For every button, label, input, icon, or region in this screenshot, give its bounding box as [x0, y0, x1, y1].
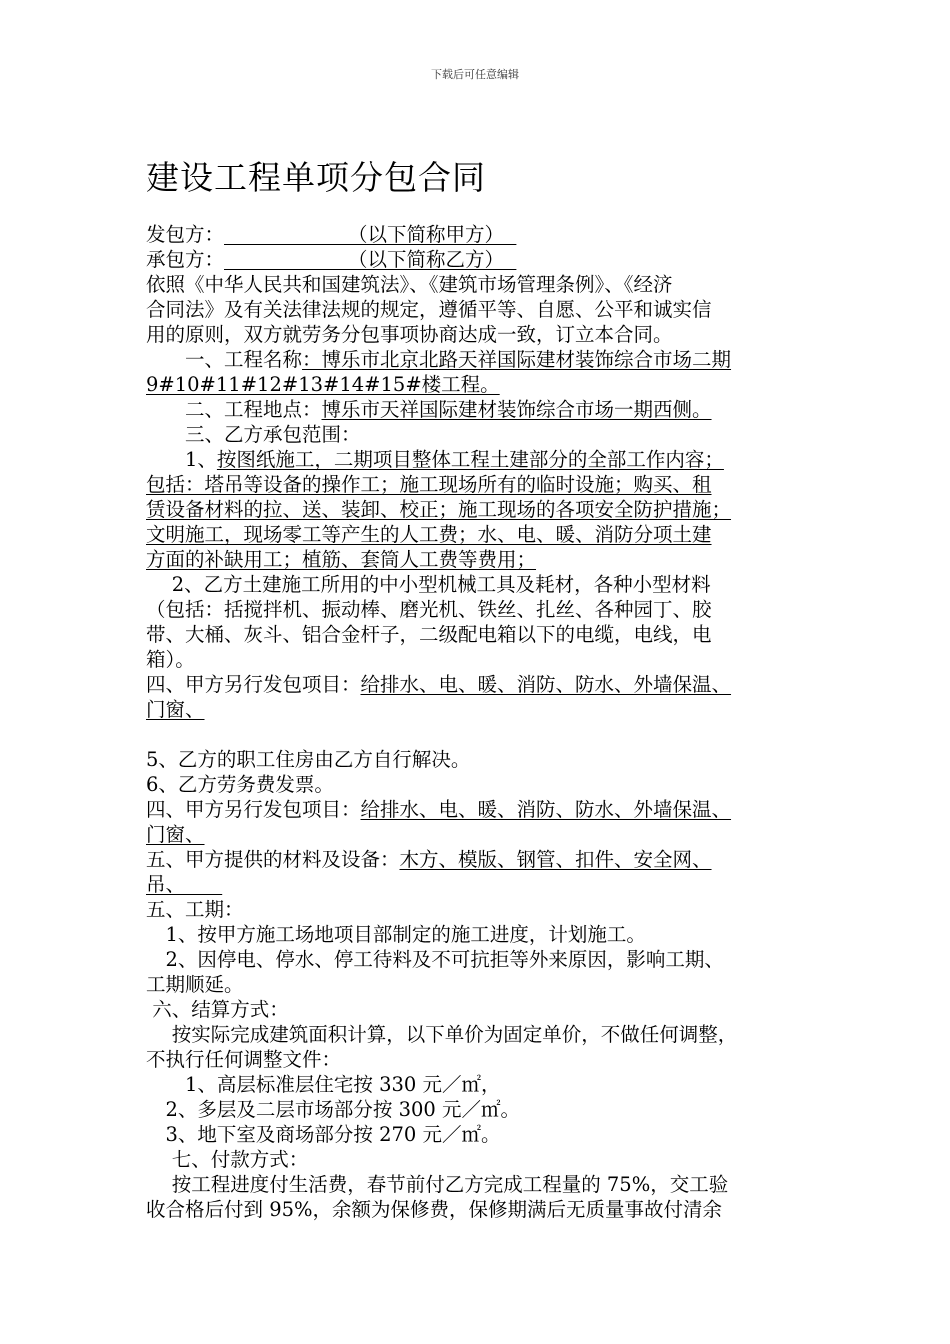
schedule-item-1: 1、按甲方施工场地项目部制定的施工进度，计划施工。: [146, 923, 646, 946]
materials-line-2: [146, 872, 836, 897]
party-a-blank: （以下简称甲方）: [224, 223, 517, 246]
payment-heading: 七、付款方式：: [146, 1148, 309, 1171]
party-b-label: 承包方：: [146, 248, 225, 271]
schedule-heading: 五、工期：: [146, 898, 244, 921]
separate-contract-line-2: [146, 822, 836, 847]
project-location-line: [146, 397, 836, 422]
schedule-item-2-line: 工期顺延。: [146, 973, 244, 996]
project-name-line: [146, 347, 836, 372]
price-item-3: 3、地下室及商场部分按 270 元／㎡。: [146, 1123, 501, 1146]
scope-heading: 三、乙方承包范围：: [146, 423, 361, 446]
payment-text: 按工程进度付生活费，春节前付乙方完成工程量的 75%，交工验: [146, 1173, 729, 1196]
schedule-item-2: 2、因停电、停水、停工待料及不可抗拒等外来原因，影响工期、: [146, 948, 724, 971]
scope-text: 文明施工，现场零工等产生的人工费；水、电、暖、消防分项土建: [146, 523, 712, 546]
scope-text: 赁设备材料的拉、送、装卸、校正；施工现场的各项安全防护措施；: [146, 498, 732, 521]
party-b-blank: （以下简称乙方）: [224, 248, 517, 271]
project-location-value: 博乐市天祥国际建材装饰综合市场一期西侧。: [321, 398, 712, 421]
preamble-line: 合同法》及有关法律法规的规定，遵循平等、自愿、公平和诚实信: [146, 298, 712, 321]
materials-value: 木方、模版、钢管、扣件、安全网、: [399, 848, 712, 871]
separate-contract-label: 四、甲方另行发包项目：: [146, 798, 361, 821]
scope-line: [146, 497, 836, 522]
project-name-label: 一、工程名称: [146, 348, 303, 371]
payment-text-2: 收合格后付到 95%，余额为保修费，保修期满后无质量事故付清余: [146, 1198, 723, 1221]
separate-contract-line: [146, 797, 836, 822]
price-item-2: 2、多层及二层市场部分按 300 元／㎡。: [146, 1098, 521, 1121]
scope-item-2-line: 箱）。: [146, 648, 195, 671]
page-header: 下载后可任意编辑: [431, 68, 519, 81]
party-a-label: 发包方：: [146, 223, 225, 246]
party-a-line: [146, 222, 836, 247]
project-location-label: 二、工程地点：: [146, 398, 322, 421]
scope-item-2: 2、乙方土建施工所用的中小型机械工具及耗材，各种小型材料: [146, 573, 711, 596]
preamble-line: 用的原则，双方就劳务分包事项协商达成一致，订立本合同。: [146, 323, 673, 346]
invoice-clause: 6、乙方劳务费发票。: [146, 773, 334, 796]
separate-contract-value: 给排水、电、暖、消防、防水、外墙保温、: [360, 673, 732, 696]
housing-clause: 5、乙方的职工住房由乙方自行解决。: [146, 748, 471, 771]
scope-item-2-line: 带、大桶、灰斗、铝合金杆子，二级配电箱以下的电缆，电线，电: [146, 623, 712, 646]
settlement-text-2: 不执行任何调整文件：: [146, 1048, 342, 1071]
scope-item-1-label: 1、: [146, 448, 217, 471]
separate-contract-value: 给排水、电、暖、消防、防水、外墙保温、: [360, 798, 732, 821]
scope-text: 包括：塔吊等设备的操作工；施工现场所有的临时设施；购买、租: [146, 473, 712, 496]
preamble-line: 依照《中华人民共和国建筑法》、《建筑市场管理条例》、《经济: [146, 273, 673, 296]
separate-contract-line: [146, 672, 836, 697]
document-title: 建设工程单项分包合同: [146, 158, 486, 197]
separate-contract-value-2: 门窗、: [146, 698, 205, 721]
scope-item-1-value: 按图纸施工，二期项目整体工程土建部分的全部工作内容；: [216, 448, 724, 471]
separate-contract-line-2: [146, 697, 836, 722]
price-item-1: 1、高层标准层住宅按 330 元／㎡，: [146, 1073, 501, 1096]
contract-body: [146, 222, 836, 1222]
materials-value-2: 吊、: [146, 873, 223, 896]
separate-contract-value-2: 门窗、: [146, 823, 205, 846]
scope-line: [146, 547, 836, 572]
scope-text: 方面的补缺用工；植筋、套筒人工费等费用；: [146, 548, 537, 571]
blank-line: [146, 722, 836, 747]
settlement-heading: 六、结算方式：: [146, 998, 289, 1021]
scope-line: [146, 472, 836, 497]
scope-item-2-line: （包括：括搅拌机、振动棒、磨光机、铁丝、扎丝、各种园丁、胶: [146, 598, 712, 621]
settlement-text: 按实际完成建筑面积计算，以下单价为固定单价，不做任何调整，: [146, 1023, 738, 1046]
project-name-value: ：博乐市北京北路天祥国际建材装饰综合市场二期: [302, 348, 732, 371]
scope-line: [146, 522, 836, 547]
materials-line: [146, 847, 836, 872]
project-name-value-2: 9#10#11#12#13#14#15#楼工程。: [146, 373, 500, 396]
project-name-line-2: [146, 372, 836, 397]
scope-item-1: [146, 447, 836, 472]
party-b-line: [146, 247, 836, 272]
separate-contract-label: 四、甲方另行发包项目：: [146, 673, 361, 696]
materials-label: 五、甲方提供的材料及设备：: [146, 848, 400, 871]
